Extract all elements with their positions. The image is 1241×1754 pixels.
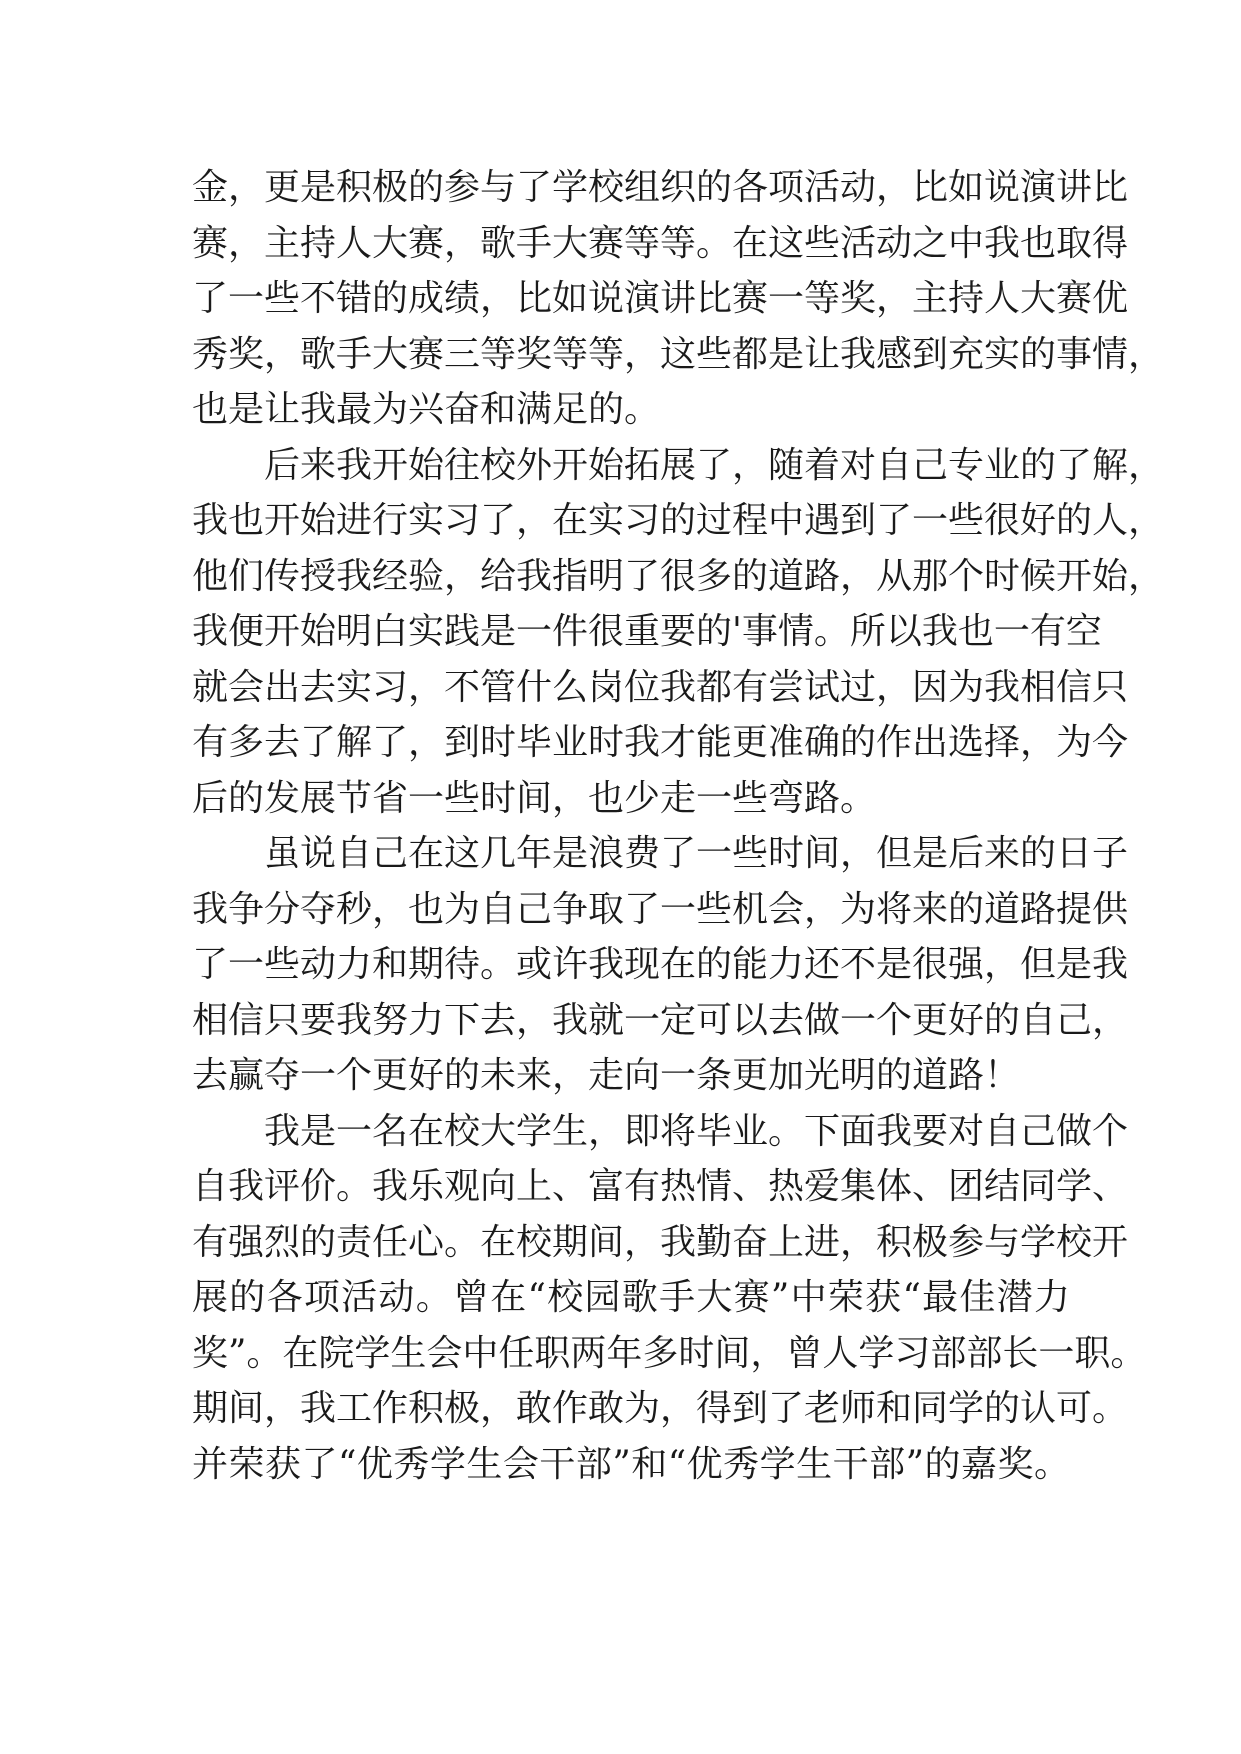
text-line: 去赢夺一个更好的未来，走向一条更加光明的道路！: [192, 1055, 1021, 1096]
text-line: 秀奖，歌手大赛三等奖等等，这些都是让我感到充实的事情，: [192, 333, 1165, 375]
text-line: 了一些动力和期待。或许我现在的能力还不是很强，但是我: [192, 944, 1129, 985]
text-line: 他们传授我经验，给我指明了很多的道路，从那个时候开始，: [192, 555, 1165, 597]
text-line: 后来我开始往校外开始拓展了，随着对自己专业的了解，: [264, 444, 1165, 486]
text-line: 展的各项活动。曾在“校园歌手大赛”中荣获“最佳潜力: [192, 1277, 1070, 1318]
text-line: 金，更是积极的参与了学校组织的各项活动，比如说演讲比: [192, 167, 1129, 208]
text-line: 后的发展节省一些时间，也少走一些弯路。: [192, 777, 877, 819]
text-line: 期间，我工作积极，敢作敢为，得到了老师和同学的认可。: [192, 1388, 1129, 1429]
text-line: 了一些不错的成绩，比如说演讲比赛一等奖，主持人大赛优: [192, 278, 1129, 319]
text-line: 虽说自己在这几年是浪费了一些时间，但是后来的日子: [264, 833, 1129, 874]
text-line: 就会出去实习，不管什么岗位我都有尝试过，因为我相信只: [192, 666, 1129, 708]
text-line: 赛，主持人大赛，歌手大赛等等。在这些活动之中我也取得: [192, 222, 1129, 264]
text-line: 我争分夺秒，也为自己争取了一些机会，为将来的道路提供: [192, 888, 1129, 930]
text-line: 也是让我最为兴奋和满足的。: [192, 389, 661, 430]
text-line: 相信只要我努力下去，我就一定可以去做一个更好的自己，: [192, 999, 1129, 1041]
text-line: 并荣获了“优秀学生会干部”和“优秀学生干部”的嘉奖。: [192, 1443, 1070, 1485]
text-line: 我是一名在校大学生，即将毕业。下面我要对自己做个: [264, 1110, 1129, 1152]
text-line: 我便开始明白实践是一件很重要的'事情。所以我也一有空: [192, 611, 1102, 652]
text-line: 奖”。在院学生会中任职两年多时间，曾人学习部部长一职。: [192, 1332, 1147, 1374]
text-line: 有强烈的责任心。在校期间，我勤奋上进，积极参与学校开: [192, 1221, 1129, 1263]
text-line: 自我评价。我乐观向上、富有热情、热爱集体、团结同学、: [192, 1166, 1129, 1207]
text-line: 有多去了解了，到时毕业时我才能更准确的作出选择，为今: [192, 722, 1129, 763]
text-line: 我也开始进行实习了，在实习的过程中遇到了一些很好的人，: [192, 500, 1165, 541]
body-text: [192, 160, 1165, 1492]
